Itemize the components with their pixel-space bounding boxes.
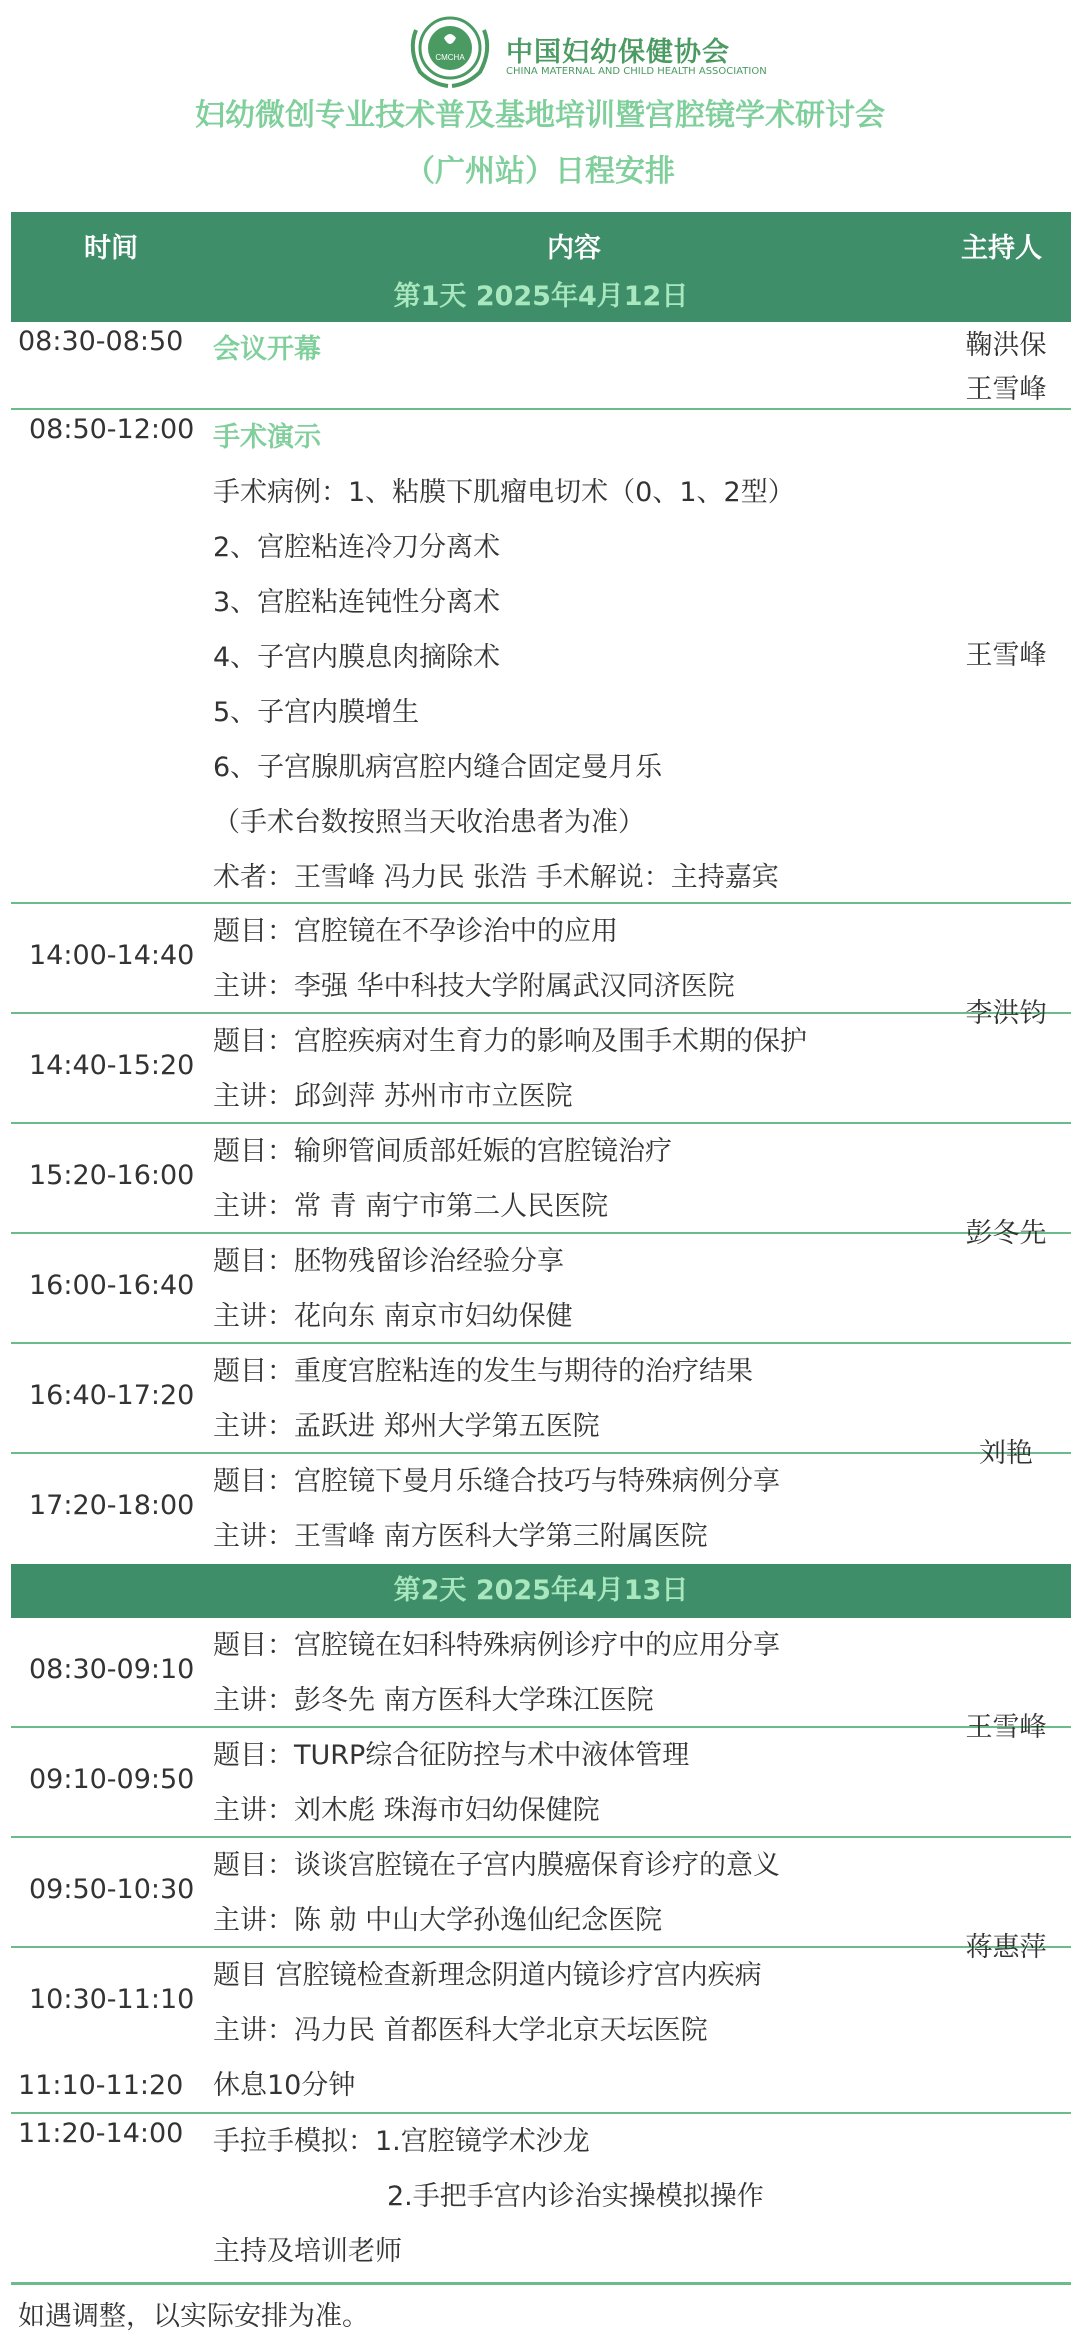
session-time: 09:10-09:50 [29, 1764, 195, 1795]
talk-speaker: 主讲：陈 勍 中山大学孙逸仙纪念医院 [213, 1905, 663, 1936]
session-time: 10:30-11:10 [29, 1984, 195, 2015]
session-time: 17:20-18:00 [29, 1490, 195, 1521]
talk-topic: 题目：宫腔镜在不孕诊治中的应用 [213, 916, 618, 947]
org-name-cn: 中国妇幼保健协会 [506, 37, 730, 68]
talk-topic: 题目 宫腔镜检查新理念阴道内镜诊疗宫内疾病 [213, 1960, 762, 1991]
talk-group [11, 1838, 1071, 2058]
org-name-en: CHINA MATERNAL AND CHILD HEALTH ASSOCIATION [506, 66, 767, 77]
talk-group [11, 1124, 1071, 1344]
session-host: 蒋惠萍 [965, 1932, 1047, 1963]
page-title: 妇幼微创专业技术普及基地培训暨宫腔镜学术研讨会 [195, 98, 885, 133]
host-name: 鞠洪保 [965, 330, 1047, 361]
column-header-host: 主持人 [961, 233, 1042, 264]
day2-header: 第2天 2025年4月13日 [11, 1564, 1071, 1618]
session-time: 14:00-14:40 [29, 940, 195, 971]
talk-topic: 题目：宫腔镜在妇科特殊病例诊疗中的应用分享 [213, 1630, 780, 1661]
session-time: 16:40-17:20 [29, 1380, 195, 1411]
session-content [213, 2114, 764, 2279]
session-content [213, 2058, 355, 2113]
schedule-table [11, 212, 1071, 2284]
talk-speaker: 主讲：冯力民 首都医科大学北京天坛医院 [213, 2015, 708, 2046]
session-host: 王雪峰 [965, 1712, 1047, 1743]
hands-on-line: 2.手把手宫内诊治实操模拟操作 [387, 2181, 764, 2212]
talk-topic: 题目：宫腔疾病对生育力的影响及围手术期的保护 [213, 1026, 807, 1057]
talk-topic: 题目：重度宫腔粘连的发生与期待的治疗结果 [213, 1356, 753, 1387]
association-logo [404, 10, 767, 90]
surgery-line: 5、子宫内膜增生 [213, 697, 420, 728]
table-row [11, 1618, 1071, 1728]
talk-group [11, 904, 1071, 1124]
surgery-line: 3、宫腔粘连钝性分离术 [213, 587, 501, 618]
talk-topic: 题目：谈谈宫腔镜在子宫内膜癌保育诊疗的意义 [213, 1850, 780, 1881]
session-content [213, 1728, 689, 1838]
surgery-line: 术者：王雪峰 冯力民 张浩 手术解说：主持嘉宾 [213, 862, 779, 893]
talk-speaker: 主讲：刘木彪 珠海市妇幼保健院 [213, 1795, 600, 1826]
surgery-line: 6、子宫腺肌病宫腔内缝合固定曼月乐 [213, 752, 663, 783]
day1-header: 第1天 2025年4月12日 [11, 272, 1071, 322]
session-time: 09:50-10:30 [29, 1874, 195, 1905]
session-time: 14:40-15:20 [29, 1050, 195, 1081]
session-content [213, 1014, 807, 1124]
table-row [11, 1728, 1071, 1838]
talk-group [11, 1618, 1071, 1838]
surgery-line: （手术台数按照当天收治患者为准） [213, 807, 645, 838]
column-header-time: 时间 [84, 233, 138, 264]
talk-speaker: 主讲：邱剑萍 苏州市市立医院 [213, 1081, 573, 1112]
session-time: 15:20-16:00 [29, 1160, 195, 1191]
session-time: 08:30-09:10 [29, 1654, 195, 1685]
table-row [11, 1454, 1071, 1564]
footer-note: 如遇调整，以实际安排为准。 [18, 2301, 369, 2332]
footer-divider [11, 2282, 1071, 2285]
session-content [213, 1948, 762, 2058]
session-time: 16:00-16:40 [29, 1270, 195, 1301]
table-row [11, 2058, 1071, 2114]
association-emblem-icon [404, 10, 496, 90]
talk-speaker: 主讲：王雪峰 南方医科大学第三附属医院 [213, 1521, 708, 1552]
talk-group [11, 1344, 1071, 1564]
hands-on-line: 主持及培训老师 [213, 2236, 402, 2267]
svg-text:CMCHA: CMCHA [435, 53, 465, 62]
talk-topic: 题目：宫腔镜下曼月乐缝合技巧与特殊病例分享 [213, 1466, 780, 1497]
session-host: 刘艳 [979, 1438, 1033, 1469]
session-title: 手术演示 [213, 422, 321, 453]
talk-topic: 题目：胚物残留诊治经验分享 [213, 1246, 564, 1277]
table-row [11, 2114, 1071, 2284]
session-content [213, 1124, 672, 1234]
session-title: 会议开幕 [213, 334, 321, 365]
table-header [11, 212, 1071, 272]
surgery-line: 4、子宫内膜息肉摘除术 [213, 642, 501, 673]
table-row [11, 1838, 1071, 1948]
session-time: 08:30-08:50 [18, 326, 184, 357]
host-name: 王雪峰 [965, 374, 1047, 405]
session-host [951, 324, 1061, 412]
session-time: 11:20-14:00 [18, 2118, 184, 2149]
session-content [213, 1838, 780, 1948]
talk-topic: 题目：输卵管间质部妊娠的宫腔镜治疗 [213, 1136, 672, 1167]
session-time: 11:10-11:20 [18, 2070, 184, 2101]
talk-speaker: 主讲：常 青 南宁市第二人民医院 [213, 1191, 609, 1222]
hands-on-line: 手拉手模拟：1.宫腔镜学术沙龙 [213, 2126, 590, 2157]
table-row [11, 1234, 1071, 1344]
table-row [11, 904, 1071, 1014]
session-content [213, 1234, 573, 1344]
talk-topic: 题目：TURP综合征防控与术中液体管理 [213, 1740, 690, 1771]
column-header-content: 内容 [547, 233, 601, 264]
page-header [0, 0, 1080, 210]
session-time: 08:50-12:00 [29, 414, 195, 445]
session-content [213, 322, 321, 377]
page-subtitle: （广州站）日程安排 [405, 154, 675, 189]
table-row [11, 322, 1071, 410]
session-content [213, 1454, 780, 1564]
break-text: 休息10分钟 [213, 2070, 356, 2101]
talk-speaker: 主讲：孟跃进 郑州大学第五医院 [213, 1411, 600, 1442]
table-row [11, 1124, 1071, 1234]
talk-speaker: 主讲：彭冬先 南方医科大学珠江医院 [213, 1685, 654, 1716]
surgery-line: 手术病例：1、粘膜下肌瘤电切术（0、1、2型） [213, 477, 795, 508]
session-content [213, 410, 795, 905]
table-row [11, 1014, 1071, 1124]
talk-speaker: 主讲：花向东 南京市妇幼保健 [213, 1301, 573, 1332]
table-row [11, 410, 1071, 904]
session-host: 王雪峰 [965, 640, 1047, 671]
talk-speaker: 主讲：李强 华中科技大学附属武汉同济医院 [213, 971, 735, 1002]
session-host: 彭冬先 [965, 1218, 1047, 1249]
session-content [213, 1344, 753, 1454]
session-content [213, 1618, 780, 1728]
table-row [11, 1344, 1071, 1454]
surgery-line: 2、宫腔粘连冷刀分离术 [213, 532, 501, 563]
session-host: 李洪钧 [965, 998, 1047, 1029]
table-row [11, 1948, 1071, 2058]
session-content [213, 904, 735, 1014]
